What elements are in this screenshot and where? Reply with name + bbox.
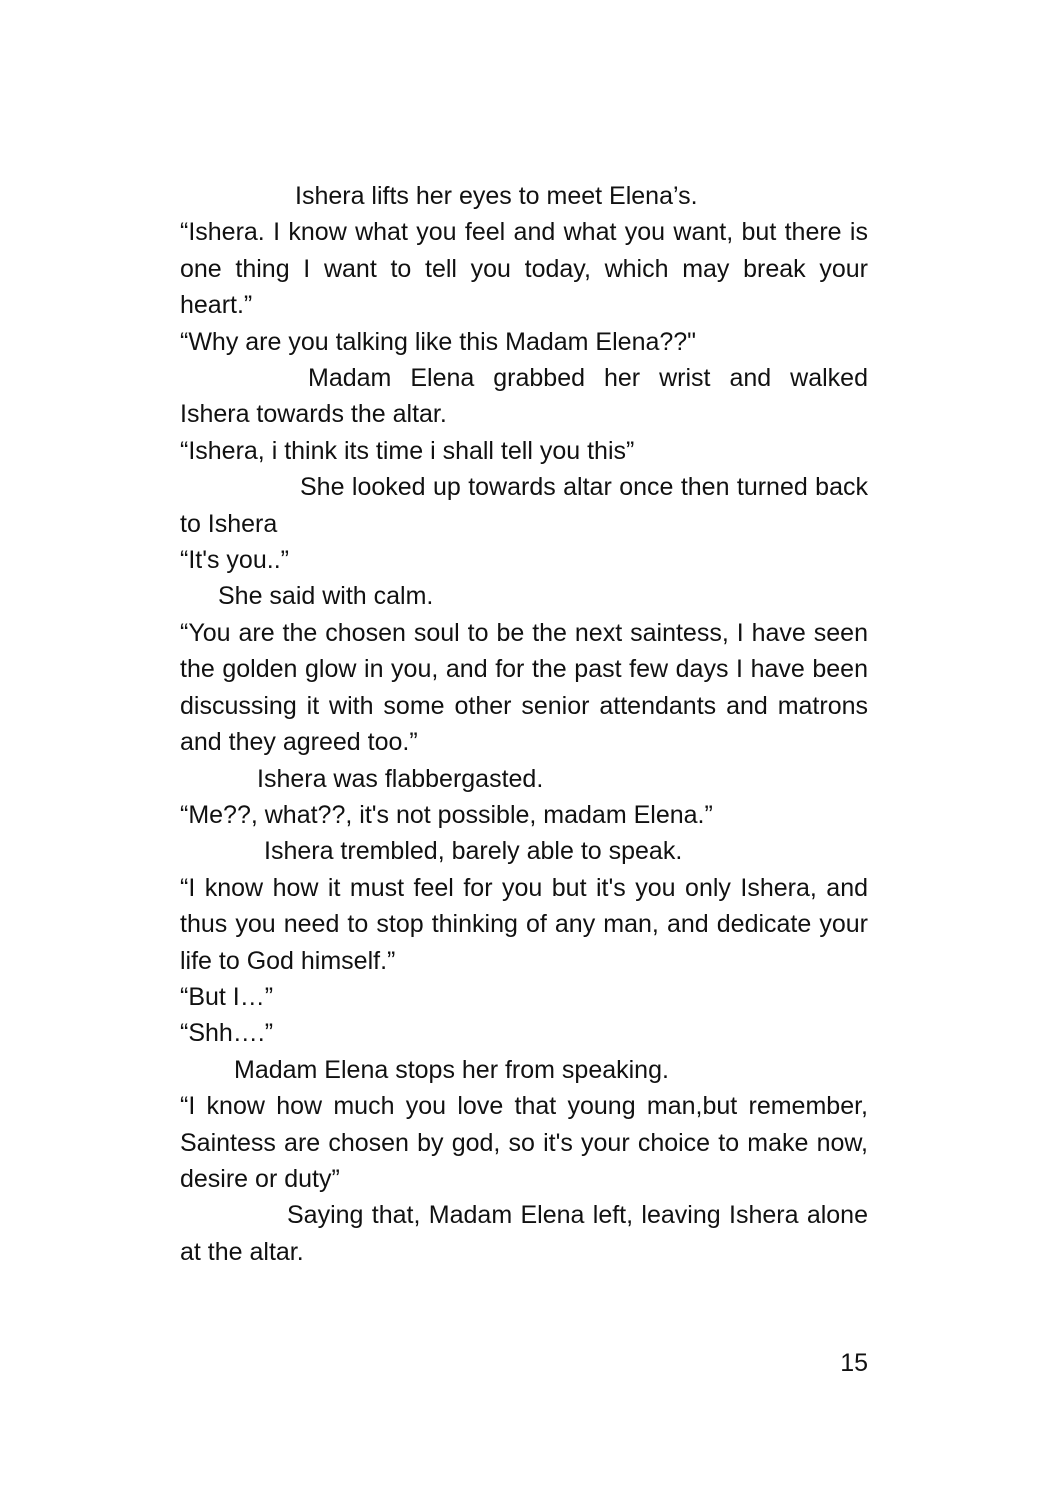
paragraph: Ishera trembled, barely able to speak.	[264, 837, 683, 866]
paragraph: “It's you..”	[180, 546, 289, 575]
paragraph: “I know how it must feel for you but it's you only Ishera, and thus you need to stop thinking of any man, and dedicate your life to God himself.”	[180, 873, 868, 975]
paragraph: Ishera lifts her eyes to meet Elena’s.	[295, 182, 698, 210]
paragraph: “I know how much you love that young man,but remember, Saintess are chosen by god, so it's your choice to make now, desire or duty”	[180, 1092, 868, 1193]
paragraph: “Why are you talking like this Madam Elena??"	[180, 327, 697, 356]
paragraph: Madam Elena stops her from speaking.	[234, 1055, 669, 1084]
page-number: 15	[840, 1349, 868, 1377]
paragraph: “Shh….”	[180, 1019, 274, 1048]
paragraph: Madam Elena grabbed her wrist and walked Ishera towards the altar.	[180, 364, 868, 429]
paragraph: “You are the chosen soul to be the next saintess, I have seen the golden glow in you, and for the past few days I have been discussing it with some other senior attendants and matrons and they agreed too.”	[180, 618, 868, 757]
paragraph: Saying that, Madam Elena left, leaving Ishera alone at the altar.	[180, 1201, 868, 1266]
paragraph: “But I…”	[180, 982, 274, 1011]
paragraph: “Ishera. I know what you feel and what you want, but there is one thing I want to tell you today, which may break your heart.”	[180, 218, 868, 320]
paragraph: She looked up towards altar once then turned back to Ishera	[180, 473, 868, 538]
page-text	[180, 178, 868, 1270]
paragraph: She said with calm.	[218, 582, 434, 611]
paragraph: “Me??, what??, it's not possible, madam Elena.”	[180, 800, 713, 829]
paragraph: Ishera was flabbergasted.	[257, 764, 544, 793]
paragraph: “Ishera, i think its time i shall tell you this”	[180, 436, 635, 465]
